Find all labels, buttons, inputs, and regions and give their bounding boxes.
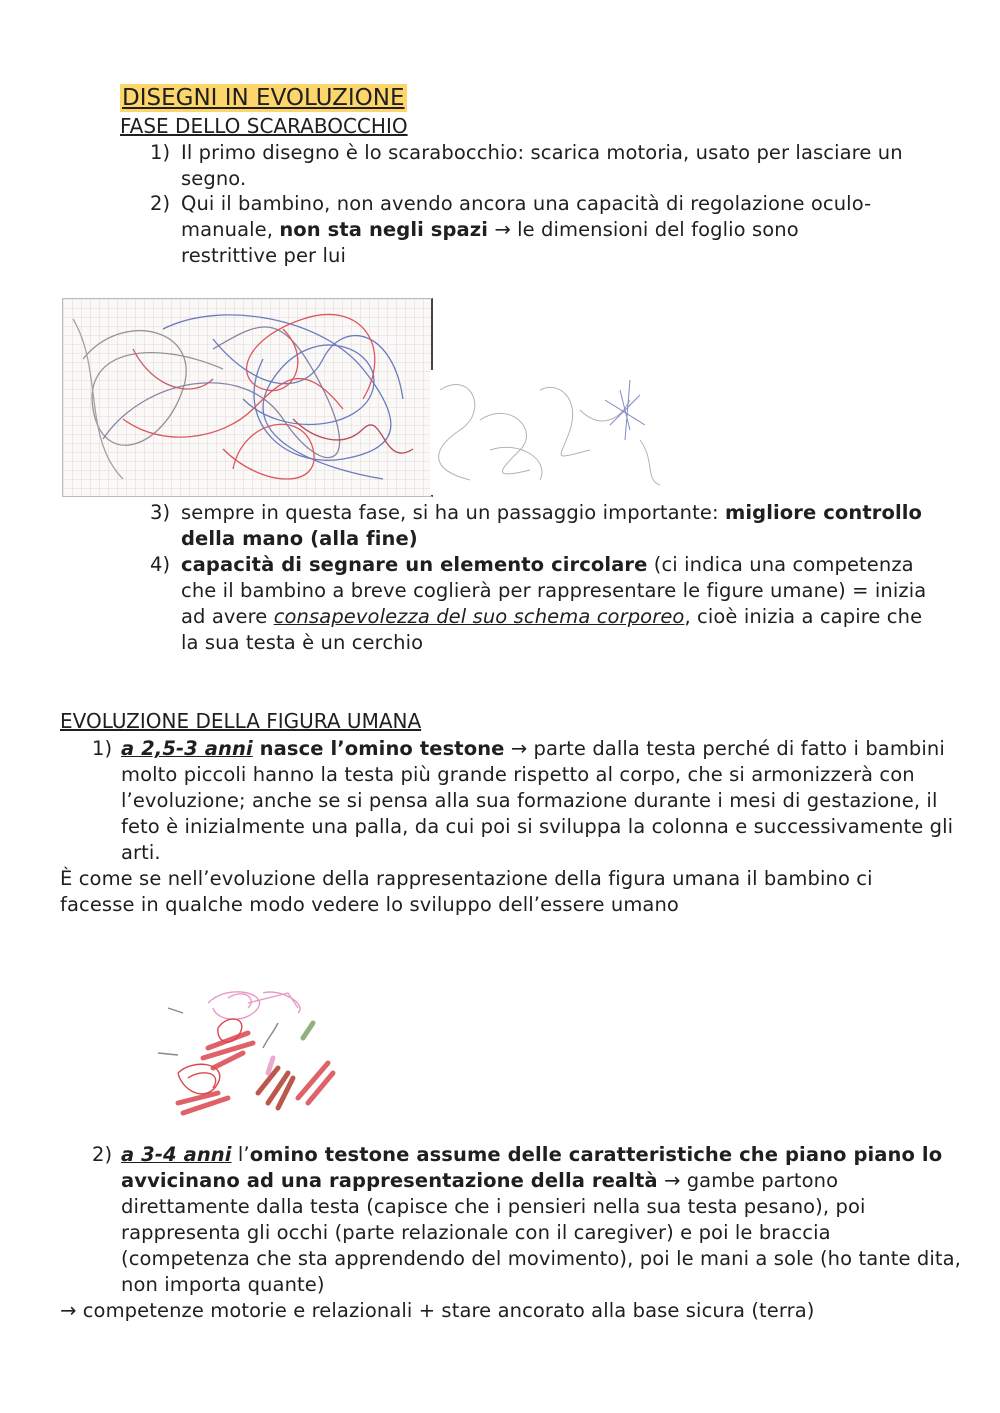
list-number: 4) <box>150 553 171 576</box>
list-item: a 2,5-3 anni nasce l’omino testone → parte dalla testa perché di fatto i bambini molto piccoli hanno la testa più grande rispetto al corpo, che si armonizzerà con l’evoluzione; anche se si pensa alla sua formazione durante i mesi di gestazione, il feto è inizialmente una palla, da cui poi si sviluppa la colonna e successivamente gli arti. <box>121 737 954 864</box>
list-item: Qui il bambino, non avendo ancora una capacità di regolazione oculo-manuale, non sta negli spazi → le dimensioni del foglio sono restrittive per lui <box>181 192 872 267</box>
paragraph-note: È come se nell’evoluzione della rappresentazione della figura umana il bambino ci facesse in qualche modo vedere lo sviluppo dell’essere umano <box>60 867 873 916</box>
list-item: sempre in questa fase, si ha un passaggio importante: migliore controllo della mano (alla fine) <box>181 501 923 550</box>
list-number: 1) <box>150 141 171 164</box>
scribble-drawing-grid-image <box>63 299 431 496</box>
list-number: 1) <box>92 737 113 760</box>
list-item: capacità di segnare un elemento circolare (ci indica una competenza che il bambino a breve coglierà per rappresentare le figure umane) = inizia ad avere consapevolezza del suo schema corporeo, cioè inizia a capire che la sua testa è un cerchio <box>181 553 927 654</box>
page-title: DISEGNI IN EVOLUZIONE <box>122 85 405 111</box>
list-item: Il primo disegno è lo scarabocchio: scarica motoria, usato per lasciare un segno. <box>181 141 903 190</box>
paragraph-note: → competenze motorie e relazionali + stare ancorato alla base sicura (terra) <box>60 1299 815 1322</box>
scribble-drawing-light-image <box>430 370 675 495</box>
list-number: 2) <box>92 1143 113 1166</box>
list-item: a 3-4 anni l’omino testone assume delle caratteristiche che piano piano lo avvicinano ad una rappresentazione della realtà → gambe partono direttamente dalla testa (capisce che i pensieri nella sua testa pesano), poi rappresenta gli occhi (parte relazionale con il caregiver) e poi le braccia (competenza che sta apprendendo del movimento), poi le mani a sole (ho tante dita, non importa quante) <box>121 1143 961 1296</box>
omino-testone-drawing-image <box>148 953 348 1123</box>
section-subtitle-figura-umana: EVOLUZIONE DELLA FIGURA UMANA <box>60 709 422 733</box>
list-number: 3) <box>150 501 171 524</box>
section-subtitle-scarabocchio: FASE DELLO SCARABOCCHIO <box>120 114 408 138</box>
omino-testone-drawing <box>148 953 348 1123</box>
scribble-drawing-light <box>430 370 675 495</box>
list-number: 2) <box>150 192 171 215</box>
scribble-drawing-grid <box>62 298 433 497</box>
